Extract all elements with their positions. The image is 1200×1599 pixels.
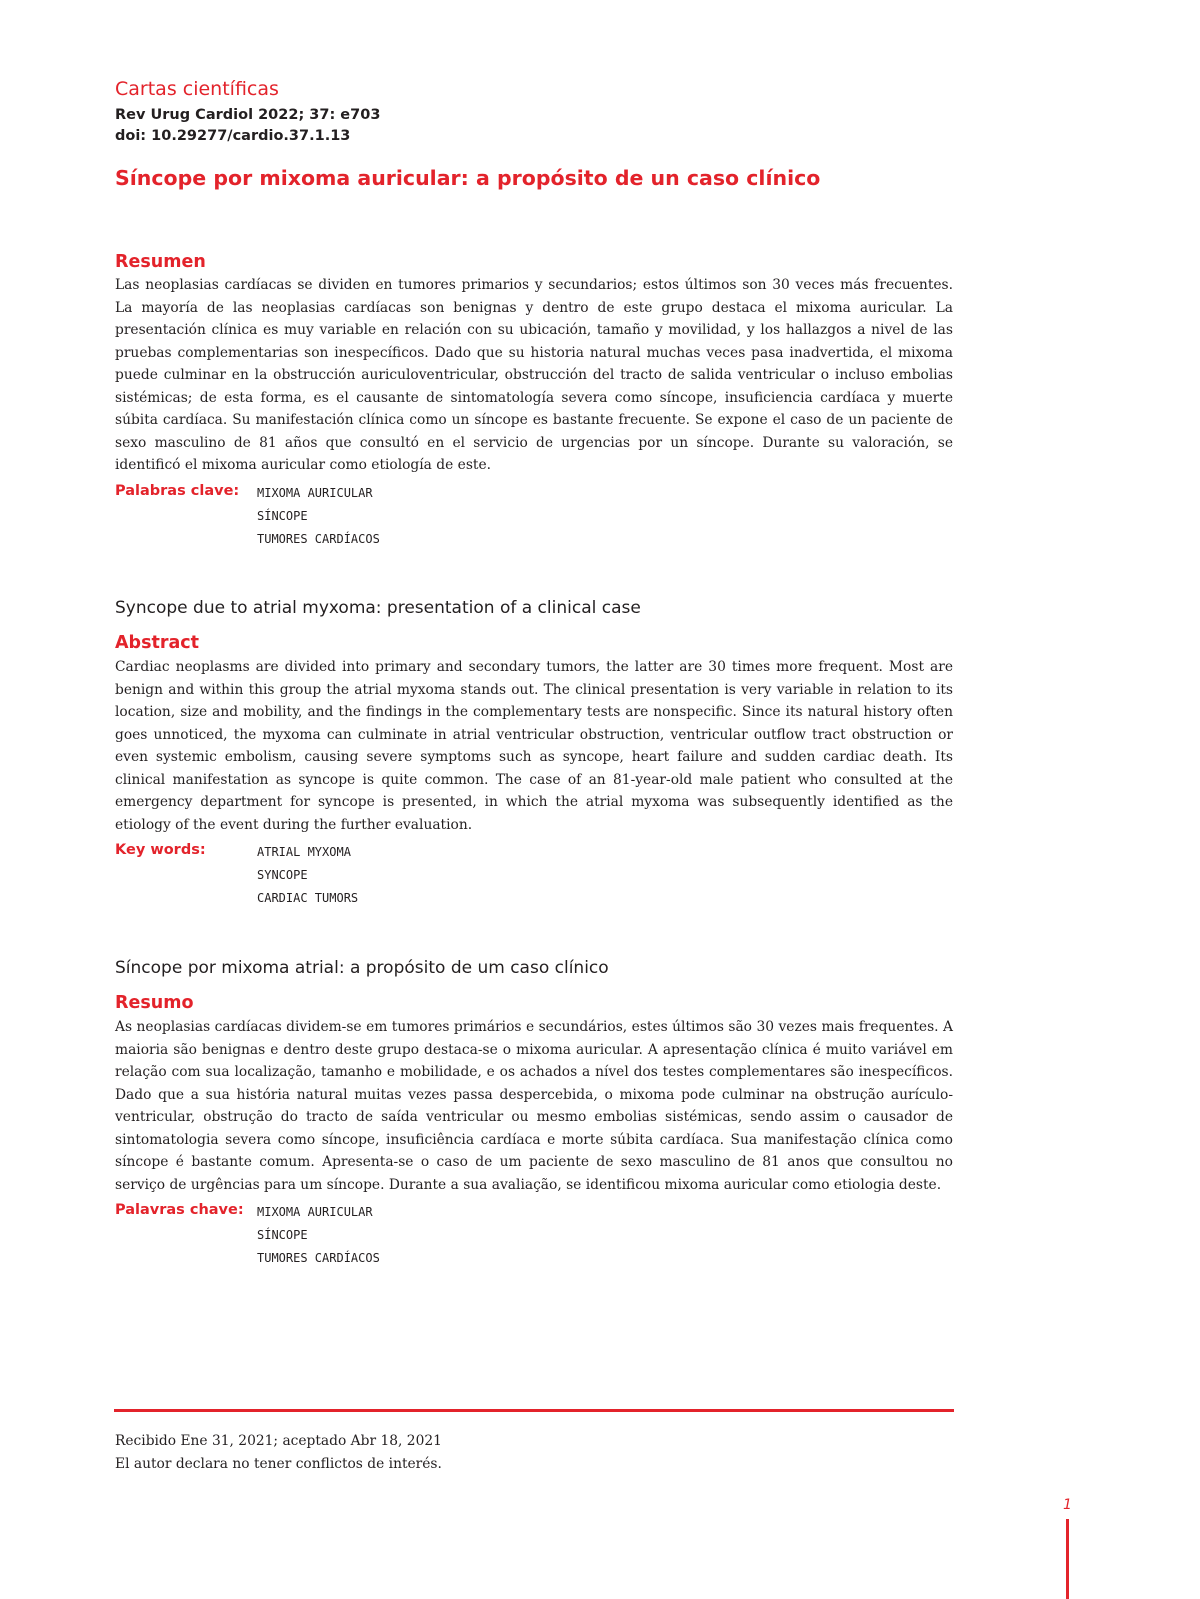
section-label: Cartas científicas: [115, 78, 279, 100]
journal-citation: Rev Urug Cardiol 2022; 37: e703: [115, 107, 381, 123]
margin-bar: [1066, 1519, 1069, 1599]
resumo-heading: Resumo: [115, 993, 194, 1013]
keywords-list-en: [257, 841, 358, 910]
keyword: SÍNCOPE: [257, 1228, 308, 1242]
keywords-list-es: [257, 482, 380, 551]
resumo-body: As neoplasias cardíacas dividem-se em tumores primários e secundários, estes últimos são 30 vezes mais frequentes. A maioria são benignas e dentro deste grupo destaca-se o mixoma auricular. A apresentação clínica é muito variável em relação com sua localização, tamanho e mobilidade, e os achados a nível dos testes complementares são inespecíficos. Dado que a sua história natural muitas vezes passa despercebida, o mixoma pode culminar na obstrução aurículo-ventricular, obstrução do tracto de saída ventricular ou mesmo embolias sistémicas, sendo assim o causador de sintomatologia severa como síncope, insuficiência cardíaca e morte súbita cardíaca. Sua manifestação clínica como síncope é bastante comum. Apresenta-se o caso de um paciente de sexo masculino de 81 anos que consultou no serviço de urgências para um síncope. Durante a sua avaliação, se identificou mixoma auricular como etiologia deste.: [115, 1019, 953, 1193]
keywords-label-pt: Palavras chave:: [115, 1202, 244, 1218]
keyword: CARDIAC TUMORS: [257, 891, 359, 905]
citation-block: [115, 105, 380, 147]
keyword: MIXOMA AURICULAR: [257, 486, 373, 500]
doi: doi: 10.29277/cardio.37.1.13: [115, 128, 351, 144]
keyword: MIXOMA AURICULAR: [257, 1205, 373, 1219]
received-dates: Recibido Ene 31, 2021; aceptado Abr 18, 2021: [115, 1433, 442, 1449]
keywords-list-pt: [257, 1201, 380, 1270]
abstract-body: Cardiac neoplasms are divided into primary and secondary tumors, the latter are 30 times more frequent. Most are benign and within this group the atrial myxoma stands out. The clinical presentation is very variable in relation to its location, size and mobility, and the findings in the complementary tests are nonspecific. Since its natural history often goes unnoticed, the myxoma can culminate in atrial ventricular obstruction, ventricular outflow tract obstruction or even systemic embolism, causing severe symptoms such as syncope, heart failure and sudden cardiac death. Its clinical manifestation as syncope is quite common. The case of an 81-year-old male patient who consulted at the emergency department for syncope is presented, in which the atrial myxoma was subsequently identified as the etiology of the event during the further evaluation.: [115, 659, 953, 833]
article-title: Síncope por mixoma auricular: a propósito de un caso clínico: [115, 166, 821, 190]
english-title: Syncope due to atrial myxoma: presentation of a clinical case: [115, 598, 641, 618]
keyword: SÍNCOPE: [257, 509, 308, 523]
portuguese-title: Síncope por mixoma atrial: a propósito de um caso clínico: [115, 958, 609, 978]
keywords-label-es: Palabras clave:: [115, 483, 240, 499]
page-number: 1: [1063, 1497, 1072, 1513]
conflict-statement: El autor declara no tener conflictos de interés.: [115, 1456, 442, 1472]
keyword: TUMORES CARDÍACOS: [257, 532, 380, 546]
footer-divider: [114, 1409, 954, 1412]
keywords-label-en: Key words:: [115, 842, 206, 858]
resumen-heading: Resumen: [115, 252, 206, 272]
keyword: TUMORES CARDÍACOS: [257, 1251, 380, 1265]
keyword: SYNCOPE: [257, 868, 308, 882]
resumen-body: Las neoplasias cardíacas se dividen en tumores primarios y secundarios; estos últimos son 30 veces más frecuentes. La mayoría de las neoplasias cardíacas son benignas y dentro de este grupo destaca el mixoma auricular. La presentación clínica es muy variable en relación con su ubicación, tamaño y movilidad, y los hallazgos a nivel de las pruebas complementarias son inespecíficos. Dado que su historia natural muchas veces pasa inadvertida, el mixoma puede culminar en la obstrucción auriculoventricular, obstrucción del tracto de salida ventricular o incluso embolias sistémicas; de esta forma, es el causante de sintomatología severa como síncope, insuficiencia cardíaca y muerte súbita cardíaca. Su manifestación clínica como un síncope es bastante frecuente. Se expone el caso de un paciente de sexo masculino de 81 años que consultó en el servicio de urgencias por un síncope. Durante su valoración, se identificó el mixoma auricular como etiología de este.: [115, 277, 953, 473]
keyword: ATRIAL MYXOMA: [257, 845, 351, 859]
footer-notes: [115, 1430, 442, 1476]
abstract-heading: Abstract: [115, 633, 200, 653]
